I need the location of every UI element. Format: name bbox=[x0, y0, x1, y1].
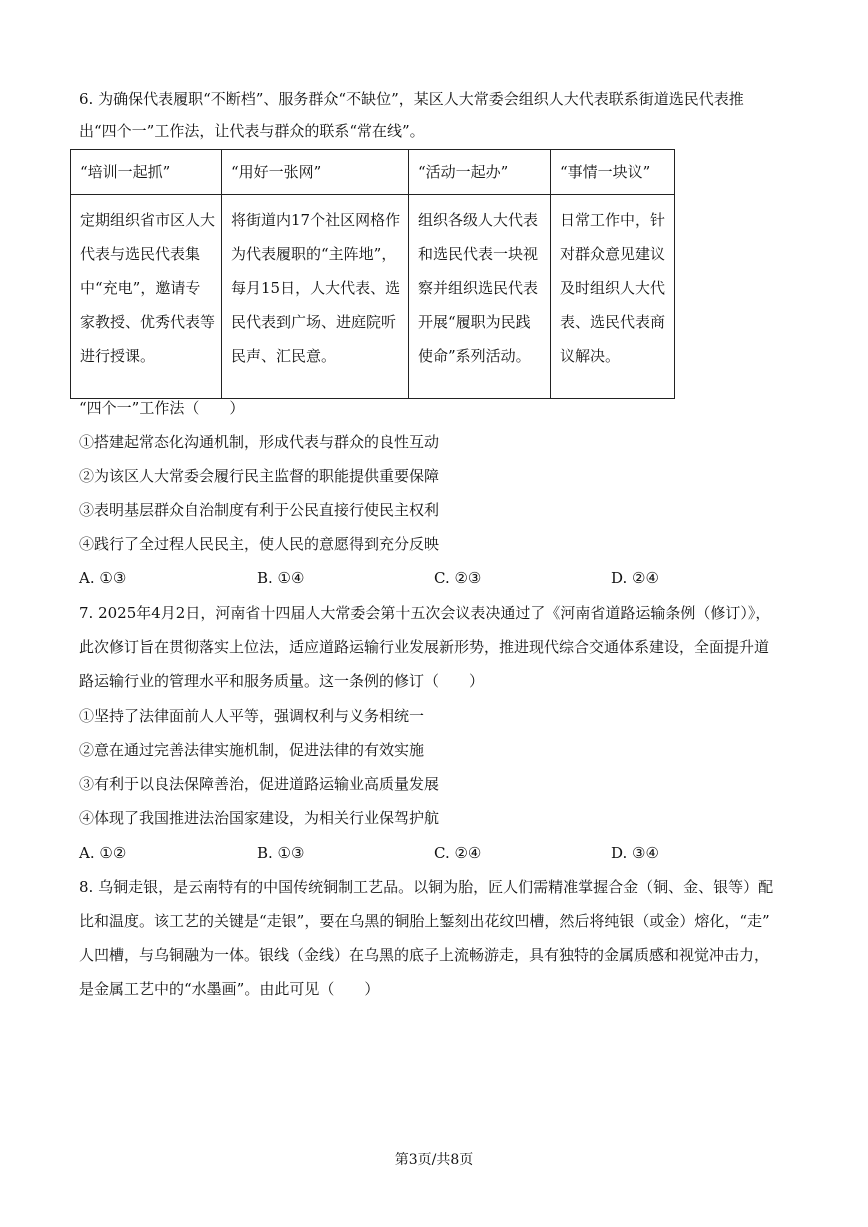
q7-option-c[interactable]: C. ②④ bbox=[434, 844, 482, 862]
q6-item: ④践行了全过程人民民主，使人民的意愿得到充分反映 bbox=[79, 535, 440, 553]
q6-table-header: “活动一起办” bbox=[409, 150, 551, 195]
q7-stem-line: 路运输行业的管理水平和服务质量。这一条例的修订（ ） bbox=[79, 672, 485, 690]
q6-item: ①搭建起常态化沟通机制，形成代表与群众的良性互动 bbox=[79, 433, 440, 451]
q7-option-a[interactable]: A. ①② bbox=[79, 844, 127, 862]
q7-item: ④体现了我国推进法治国家建设，为相关行业保驾护航 bbox=[79, 809, 440, 827]
q6-option-c[interactable]: C. ②③ bbox=[434, 569, 482, 587]
q6-item: ③表明基层群众自治制度有利于公民直接行使民主权利 bbox=[79, 501, 440, 519]
q7-item: ②意在通过完善法律实施机制，促进法律的有效实施 bbox=[79, 741, 425, 759]
q6-table-header: “培训一起抓” bbox=[71, 150, 222, 195]
q6-options bbox=[79, 567, 791, 591]
q6-option-b[interactable]: B. ①④ bbox=[257, 569, 305, 587]
q6-table-header: “事情一块议” bbox=[551, 150, 675, 195]
q6-table-header-row bbox=[71, 150, 675, 195]
q7-item: ③有利于以良法保障善治，促进道路运输业高质量发展 bbox=[79, 775, 440, 793]
q6-stem-line-2: 出“四个一”工作法，让代表与群众的联系“常在线”。 bbox=[79, 122, 425, 140]
q7-option-b[interactable]: B. ①③ bbox=[257, 844, 305, 862]
q6-table-cell: 日常工作中，针对群众意见建议及时组织人大代表、选民代表商议解决。 bbox=[551, 195, 675, 399]
q7-option-d[interactable]: D. ③④ bbox=[611, 844, 659, 862]
q6-option-a[interactable]: A. ①③ bbox=[79, 569, 127, 587]
q6-stem-line-1: 6. 为确保代表履职“不断档”、服务群众“不缺位”，某区人大常委会组织人大代表联系街道选民代表推 bbox=[79, 90, 744, 108]
q7-options bbox=[79, 842, 791, 866]
q8-stem-line: 人凹槽，与乌铜融为一体。银线（金线）在乌黑的底子上流畅游走，具有独特的金属质感和视觉冲击力， bbox=[79, 946, 770, 964]
q8-stem-line: 是金属工艺中的“水墨画”。由此可见（ ） bbox=[79, 980, 380, 998]
q7-stem-line: 7. 2025年4月2日，河南省十四届人大常委会第十五次会议表决通过了《河南省道路运输条例（修订）》， bbox=[79, 604, 771, 622]
q6-option-d[interactable]: D. ②④ bbox=[611, 569, 659, 587]
page-number-footer: 第3页/共8页 bbox=[394, 1152, 474, 1168]
q6-table-body-row bbox=[71, 195, 675, 399]
q6-table-cell: 组织各级人大代表和选民代表一块视察并组织选民代表开展“履职为民践使命”系列活动。 bbox=[409, 195, 551, 399]
q7-stem-line: 此次修订旨在贯彻落实上位法，适应道路运输行业发展新形势，推进现代综合交通体系建设，全面提升道 bbox=[79, 638, 770, 656]
q7-item: ①坚持了法律面前人人平等，强调权利与义务相统一 bbox=[79, 707, 425, 725]
q6-table-header: “用好一张网” bbox=[222, 150, 409, 195]
q6-table-cell: 将街道内17个社区网格作为代表履职的“主阵地”，每月15日，人大代表、选民代表到广场、进庭院听民声、汇民意。 bbox=[222, 195, 409, 399]
q6-table bbox=[70, 149, 675, 399]
q8-stem-line: 8. 乌铜走银，是云南特有的中国传统铜制工艺品。以铜为胎，匠人们需精准掌握合金（铜、金、银等）配 bbox=[79, 878, 774, 896]
q6-table-cell: 定期组织省市区人大代表与选民代表集中“充电”，邀请专家教授、优秀代表等进行授课。 bbox=[71, 195, 222, 399]
q6-item: ②为该区人大常委会履行民主监督的职能提供重要保障 bbox=[79, 467, 440, 485]
q6-question: “四个一”工作法（ ） bbox=[79, 399, 245, 417]
q8-stem-line: 比和温度。该工艺的关键是“走银”，要在乌黑的铜胎上錾刻出花纹凹槽，然后将纯银（或金）熔化，“走” bbox=[79, 912, 770, 930]
